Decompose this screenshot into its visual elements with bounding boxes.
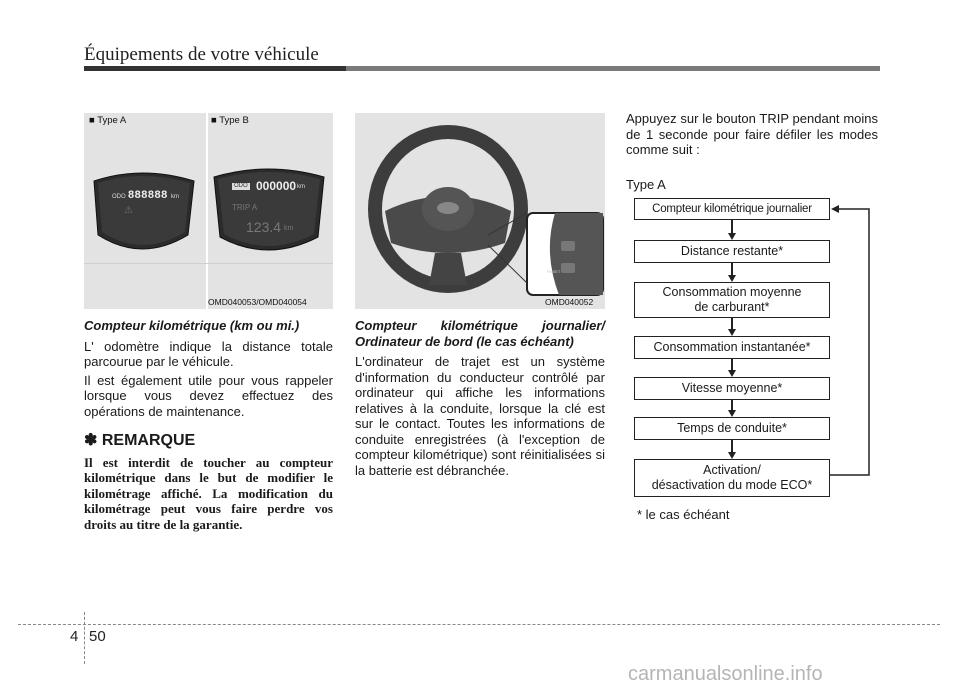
flow-arrow-head [728, 275, 736, 282]
column-trip-computer [355, 318, 605, 478]
mode-box-average-speed [634, 377, 830, 400]
cluster-a-odo-value: 888888 [128, 189, 168, 201]
mode-label-line-1: Consommation moyenne [662, 285, 802, 299]
mode-label: Consommation instantanée* [653, 340, 811, 354]
mode-box-eco-mode [634, 459, 830, 497]
cluster-b-trip-value: 123.4 [246, 219, 282, 235]
flow-arrow-shaft [731, 400, 733, 410]
flow-arrow-shaft [731, 359, 733, 370]
flow-arrow-shaft [731, 220, 733, 233]
footnote: * le cas échéant [637, 507, 730, 522]
mode-box-distance-remaining [634, 240, 830, 263]
svg-text:⚠: ⚠ [124, 205, 133, 216]
figure-steering-wheel [355, 113, 605, 309]
column-trip-modes [626, 111, 878, 158]
header-rule-accent [84, 66, 346, 71]
flow-arrow-head [728, 370, 736, 377]
mode-label-line-2: de carburant* [694, 300, 770, 314]
flow-arrow-shaft [731, 318, 733, 329]
chapter-number: 4 [70, 628, 79, 645]
remark-body: Il est interdit de toucher au compteur kilométrique dans le but de modifier le kilométrage affiché. La modification du kilométrage peut vous faire perdre vos droits au titre de la garantie. [84, 454, 333, 532]
reset-button-label: RESET [547, 269, 561, 274]
mode-label-line-1: Activation/ [703, 463, 761, 477]
figure-code: OMD040052 [545, 297, 594, 307]
cluster-a-odo-label: ODO [112, 194, 126, 200]
footer-rule [18, 624, 940, 625]
cluster-b-trip-unit: km [284, 225, 294, 232]
cluster-b-odo-value: 000000 [256, 179, 297, 193]
page-number: 50 [89, 628, 106, 645]
mode-label: Temps de conduite* [677, 421, 787, 435]
figure-code: OMD040053/OMD040054 [208, 297, 307, 307]
footer-divider [84, 612, 85, 664]
mode-box-driving-time [634, 417, 830, 440]
steering-wheel-illustration [355, 113, 605, 309]
trip-modes-intro: Appuyez sur le bouton TRIP pendant moins de 1 seconde pour faire défiler les modes comme suit : [626, 111, 878, 157]
mode-box-average-consumption [634, 282, 830, 318]
trip-computer-paragraph: L'ordinateur de trajet est un système d'information du conducteur contrôlé par ordinateur qui affiche les informations relatives à la conduite, lorsque la clé est sur le contact. Toutes les informations de conduite enregistrées (à l'exception de compteur kilométrique) sont réinitialisées si la batterie est débranchée. [355, 354, 605, 478]
mode-label-line-2: désactivation du mode ECO* [651, 478, 813, 492]
flow-arrow-head [728, 329, 736, 336]
figure-label-type-a: ■ Type A [89, 115, 127, 126]
flow-arrow-head [728, 452, 736, 459]
cluster-b-trip-label: TRIP A [232, 203, 258, 212]
flow-arrow-shaft [731, 263, 733, 275]
flow-arrow-head [728, 233, 736, 240]
flow-arrow-shaft [731, 440, 733, 452]
mode-label: Distance restante* [680, 244, 784, 258]
page-header-title: Équipements de votre véhicule [84, 44, 319, 65]
cluster-illustration [84, 113, 333, 309]
cluster-b-odo-unit: km [297, 184, 305, 190]
watermark: carmanualsonline.info [628, 663, 823, 685]
cluster-a-odo-unit: km [171, 194, 179, 200]
figure-odometer-clusters [84, 113, 333, 309]
odometer-paragraph-2: Il est également utile pour vous rappeler lorsque vous devez effectuez des opérations de maintenance. [84, 372, 333, 419]
section-heading-trip-computer: Compteur kilométrique journalier/ Ordinateur de bord (le cas échéant) [355, 318, 605, 349]
figure-label-type-b: ■ Type B [211, 115, 249, 126]
cluster-b-odo-label: ODO [234, 183, 248, 189]
mode-label: Compteur kilométrique journalier [652, 202, 812, 215]
column-odometer [84, 318, 333, 532]
mode-box-trip-odometer [634, 198, 830, 220]
remark-title: ✽ REMARQUE [84, 432, 196, 449]
flow-arrow-head [728, 410, 736, 417]
odometer-paragraph-1: L' odomètre indique la distance totale parcourue par le véhicule. [84, 338, 333, 369]
mode-label: Vitesse moyenne* [681, 381, 783, 395]
section-heading-odometer: Compteur kilométrique (km ou mi.) [84, 318, 300, 333]
type-a-label: Type A [626, 177, 666, 192]
mode-box-instant-consumption [634, 336, 830, 359]
